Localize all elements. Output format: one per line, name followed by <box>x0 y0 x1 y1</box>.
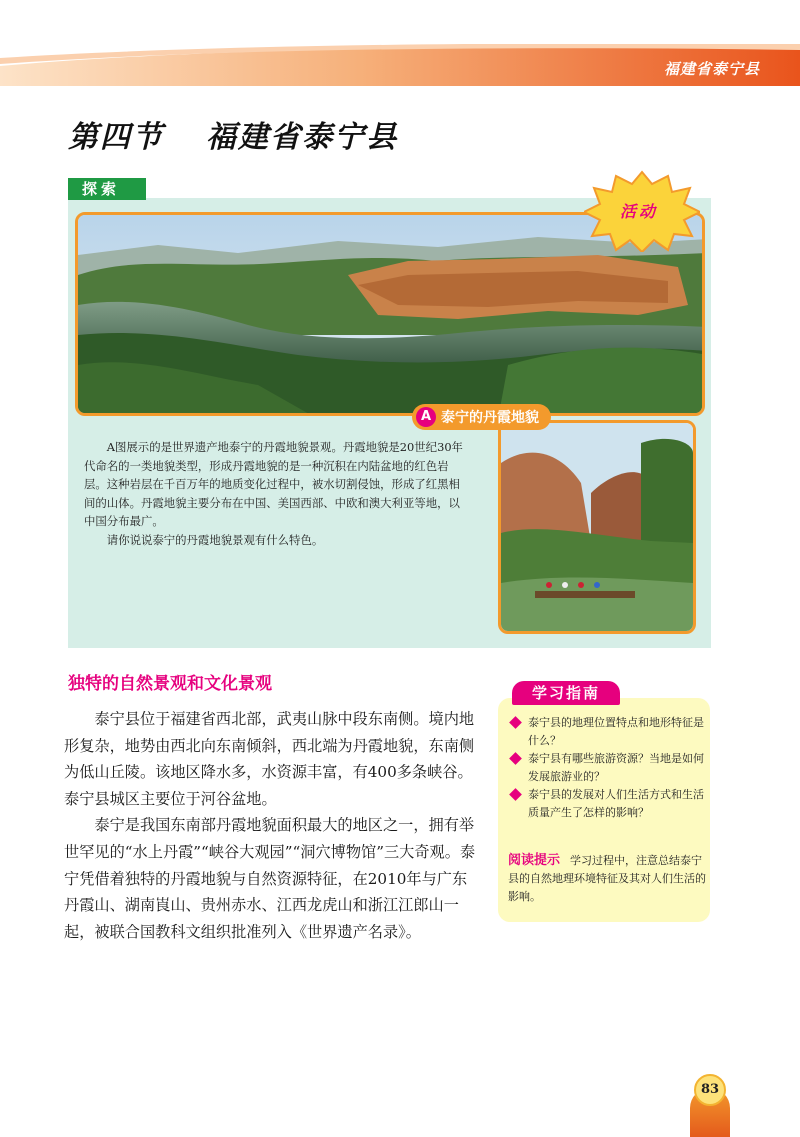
explore-text <box>84 438 470 550</box>
reading-tip <box>508 852 706 906</box>
diamond-bullet-icon <box>509 788 522 801</box>
section-number: 第四节 <box>68 120 164 155</box>
photo-a-badge: A <box>416 407 436 427</box>
guide-item-text: 泰宁县的发展对人们生活方式和生活质量产生了怎样的影响？ <box>528 788 704 819</box>
photo-a-caption-text: 泰宁的丹霞地貌 <box>441 410 539 426</box>
diamond-bullet-icon <box>509 716 522 729</box>
raft-canyon-illustration <box>501 423 693 631</box>
explore-tag: 探索 <box>68 178 146 200</box>
photo-b-raft-canyon <box>498 420 696 634</box>
guide-item-text: 泰宁县有哪些旅游资源？当地是如何发展旅游业的？ <box>528 752 704 783</box>
main-text <box>64 706 476 945</box>
chapter-header-label: 福建省泰宁县 <box>663 60 760 78</box>
study-guide-tag: 学习指南 <box>512 681 620 705</box>
photo-a-caption <box>412 404 551 430</box>
list-item <box>508 714 704 750</box>
section-name: 福建省泰宁县 <box>206 120 398 155</box>
diamond-bullet-icon <box>509 752 522 765</box>
reading-tip-label: 阅读提示 <box>508 853 561 868</box>
list-item <box>508 750 704 786</box>
explore-question: 请你说说泰宁的丹霞地貌景观有什么特色。 <box>106 532 324 547</box>
activity-label: 活动 <box>620 202 659 221</box>
list-item <box>508 786 704 822</box>
reading-tip-text: 学习过程中，注意总结泰宁县的自然地理环境特征及其对人们生活的影响。 <box>508 854 706 903</box>
main-paragraph: 泰宁是我国东南部丹霞地貌面积最大的地区之一，拥有举世罕见的“水上丹霞”“峡谷大观园”“洞穴博物馆”三大奇观。泰宁凭借着独特的丹霞地貌与自然资源特征，在2010年与广东丹霞山、湖南崀山、贵州赤水、江西龙虎山和浙江江郎山一起，被联合国教科文组织批准列入《世界遗产名录》。 <box>64 816 476 941</box>
section-subtitle: 独特的自然景观和文化景观 <box>68 674 272 694</box>
explore-paragraph: A图展示的是世界遗产地泰宁的丹霞地貌景观。丹霞地貌是20世纪30年代命名的一类地貌类型，形成丹霞地貌的是一种沉积在内陆盆地的红色岩层。这种岩层在千百万年的地质变化过程中，被水切割侵蚀，形成了红黑相间的山体。丹霞地貌主要分布在中国、美国西部、中欧和澳大利亚等地，以中国分布最广。 <box>84 440 463 529</box>
main-paragraph: 泰宁县位于福建省西北部，武夷山脉中段东南侧。境内地形复杂，地势由西北向东南倾斜，西北端为丹霞地貌，东南侧为低山丘陵。该地区降水多，水资源丰富，有400多条峡谷。泰宁县城区主要位于河谷盆地。 <box>64 710 475 808</box>
study-guide-list <box>508 714 704 822</box>
page-title <box>68 112 398 156</box>
page-number: 83 <box>694 1074 726 1106</box>
guide-item-text: 泰宁县的地理位置特点和地形特征是什么？ <box>528 716 704 747</box>
